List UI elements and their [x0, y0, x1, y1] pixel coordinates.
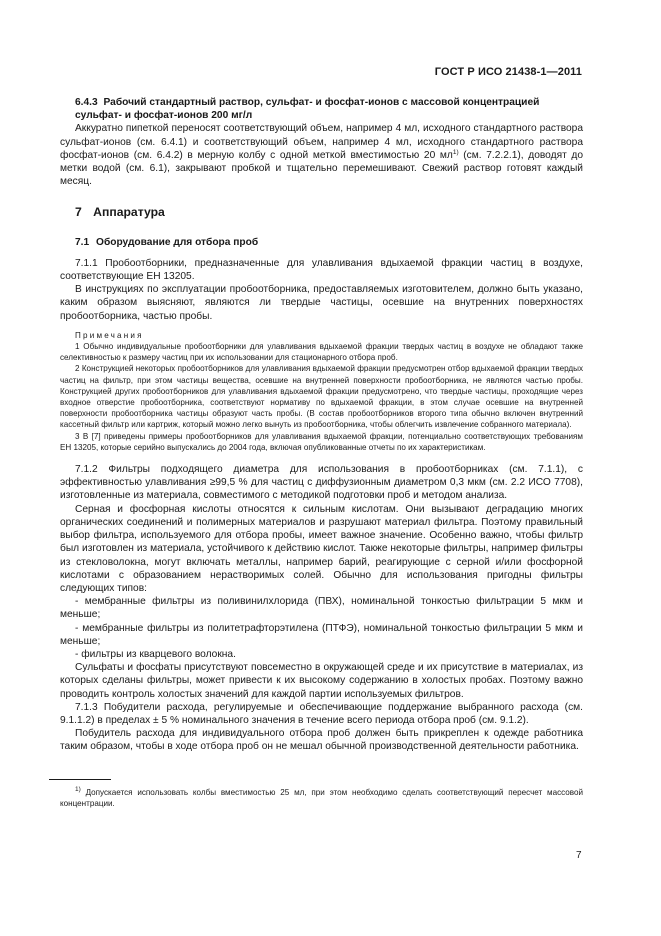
paragraph-7-1-2-c: Сульфаты и фосфаты присутствуют повсеместно в окружающей среде и их присутствие в материалах, из которых сделаны фильтры, может привести к их высокому содержанию в холостых пробах. Поэтому важно проводить контроль холостых значений для каждой партии используемых фильтров.: [60, 662, 583, 700]
section-title-text: Рабочий стандартный раствор, сульфат- и фосфат-ионов с массовой концентрацией сульфат- и фосфат-ионов 200 мг/л: [75, 97, 540, 122]
section-7-1-heading: [75, 236, 583, 249]
standard-header: ГОСТ Р ИСО 21438-1—2011: [434, 66, 582, 78]
note-3: 3 В [7] приведены примеры пробоотборников для улавливания вдыхаемой фракции, потенциально соответствующих требованиям ЕН 13205, которые серийно выпускались до 2004 года, включая опубликованные отчеты по их характеристикам.: [60, 431, 583, 452]
page-content: [60, 96, 583, 754]
notes-title: Примечания: [75, 330, 144, 340]
paragraph-7-1-2-b: Серная и фосфорная кислоты относятся к сильным кислотам. Они вызывают деградацию многих органических соединений и полимерных материалов и разрушают материал фильтра. Поэтому правильный выбор фильтра, используемого для отбора пробы, имеет важное значение. Особенно важно, чтобы фильтр был изготовлен из материала, устойчивого к действию кислот. Также некоторые фильтры, например фильтры из стекловолокна, могут включать металлы, например барий, реагирующие с серной и/или фосфорной кислотами с образованием нерастворимых солей. Обычно для использования пригодны фильтры следующих типов:: [60, 503, 583, 594]
paragraph-7-1-1-b: В инструкциях по эксплуатации пробоотборника, предоставляемых изготовителем, должно быть указано, каким образом выясняют, являются ли твердые частицы, осевшие на внутренних поверхностях пробоотборника, частью пробы.: [60, 284, 583, 322]
footnote-divider: [49, 779, 111, 780]
note-2: 2 Конструкцией некоторых пробоотборников для улавливания вдыхаемой фракции предусмотрен отбор вдыхаемой фракции твердых частиц на фильтр, при этом частицы вещества, осевшие на внутренней поверхности пробоотборника, не являются частью пробы. Конструкцией других пробоотборников для улавливания вдыхаемой фракции предусмотрено, что твердые частицы, проходящие через входное отверстие пробоотборника, соответствуют нормативу по вдыхаемой фракции, в этом случае осевшие на внутренней поверхности пробоотборника частицы образуют часть пробы. (В состав пробоотборников второго типа обычно включен внутренний кассетный фильтр или картриж, который можно легко вынуть из пробоотборника, чтобы облегчить извлечение собранного материала).: [60, 364, 583, 430]
list-item: - фильтры из кварцевого волокна.: [75, 648, 236, 660]
paragraph-7-1-3: 7.1.3 Побудители расхода, регулируемые и обеспечивающие поддержание выбранного расхода (см. 9.1.1.2) в пределах ± 5 % номинального значения в течение всего периода отбора проб (см. 9.1.2).: [60, 701, 583, 726]
paragraph-7-1-3-b: Побудитель расхода для индивидуального отбора проб должен быть прикреплен к одежде работника таким образом, чтобы в ходе отбора проб он не мешал обычной производственной деятельности работника.: [60, 728, 583, 753]
section-title-text: Аппаратура: [93, 205, 165, 220]
list-item: - мембранные фильтры из политетрафторэтилена (ПТФЭ), номинальной тонкостью фильтрации 5 мкм и меньше;: [60, 622, 583, 647]
section-number: 7: [75, 205, 82, 220]
section-title-text: Оборудование для отбора проб: [96, 236, 259, 248]
section-6-4-3-title: [75, 96, 583, 122]
note-1: 1 Обычно индивидуальные пробоотборники для улавливания вдыхаемой фракции твердых частиц в воздухе не обладают также селективностью к размеру частиц при их использовании для стационарного отбора проб.: [60, 342, 583, 363]
footnote-ref: 1): [452, 148, 459, 156]
footnote-text: Допускается использовать колбы вместимостью 25 мл, при этом необходимо сделать соответствующий пересчет массовой концентрации.: [60, 788, 583, 809]
page-number: 7: [576, 850, 582, 861]
paragraph-text: Аккуратно пипеткой переносят соответствующий объем, например 4 мл, исходного стандартного раствора сульфат-ионов (см. 6.4.1) и соответствующий объем, например 4 мл, исходного стандартного раствора фосфат-ионов (см. 6.4.2) в мерную колбу с одной меткой вместимостью 20 мл: [60, 123, 583, 161]
paragraph-7-1-1: 7.1.1 Пробоотборники, предназначенные для улавливания вдыхаемой фракции частиц в воздухе, соответствующие ЕН 13205.: [60, 257, 583, 283]
footnote: [60, 787, 583, 809]
paragraph-7-1-2: 7.1.2 Фильтры подходящего диаметра для использования в пробоотборниках (см. 7.1.1), с эффективностью улавливания ≥99,5 % для частиц с диффузионным диаметром 0,3 мкм (см. 2.2 ИСО 7708), изготовленные из материала, совместимого с методикой подготовки проб и методом анализа.: [60, 464, 583, 502]
paragraph-6-4-3: [60, 122, 583, 188]
footnote-mark: 1): [75, 786, 81, 793]
paragraph-text: (см. 7.2.2.1), доводят до метки водой (см. 6.1), закрывают пробкой и тщательно перемешивают. Свежий раствор готовят каждый месяц.: [60, 149, 584, 188]
notes-block: [60, 330, 583, 453]
section-7-heading: [75, 206, 583, 219]
section-number: 6.4.3: [75, 97, 98, 108]
section-number: 7.1: [75, 236, 90, 248]
list-item: - мембранные фильтры из поливинилхлорида (ПВХ), номинальной тонкостью фильтрации 5 мкм и меньше;: [60, 596, 583, 621]
